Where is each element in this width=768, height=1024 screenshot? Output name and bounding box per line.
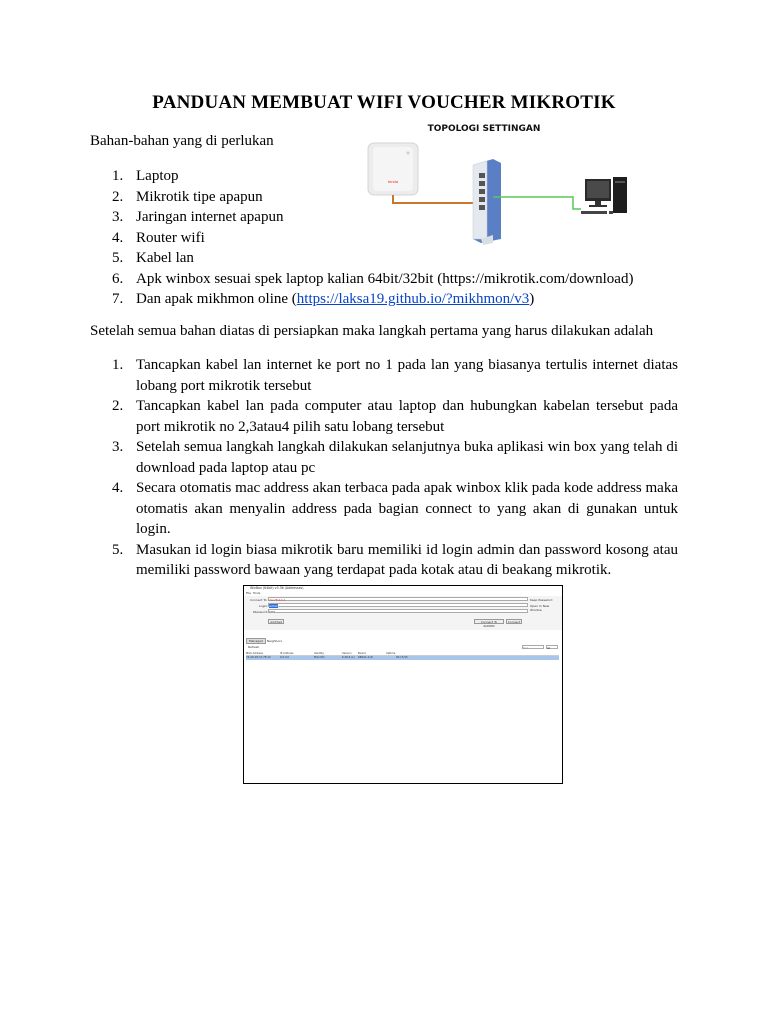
- connect-romon-button[interactable]: Connect To RoMON: [474, 619, 504, 624]
- tab-managed[interactable]: Managed: [246, 638, 266, 644]
- tab-bar: [246, 638, 282, 644]
- winbox-screenshot: [243, 585, 563, 784]
- list-item: 1. Tancapkan kabel lan internet ke port no 1 pada lan yang biasanya tertulis internet diatas lobang port mikrotik tersebut: [112, 357, 678, 394]
- list-item: 4. Router wifi: [112, 229, 205, 246]
- list-item: 5. Masukan id login biasa mikrotik baru memiliki id login admin dan password kosong atau memiliki password bawaan yang terdapat pada kotak atau di beakang mikrotik.: [112, 541, 678, 578]
- menu-bar: [246, 591, 260, 595]
- filter-select[interactable]: all: [546, 645, 558, 649]
- steps-list: [112, 355, 678, 581]
- connect-to-field[interactable]: 7A:7E:1C:1: [268, 597, 528, 601]
- list-item: 7. Dan apak mikhmon oline (https://laksa19.github.io/?mikhmon/v3): [112, 291, 535, 307]
- page-title: PANDUAN MEMBUAT WIFI VOUCHER MIKROTIK: [152, 92, 616, 113]
- mikhmon-link[interactable]: https://laksa19.github.io/?mikhmon/v3: [296, 291, 530, 307]
- menu-file[interactable]: File: [246, 591, 252, 595]
- open-new-window-checkbox[interactable]: Open In New Window: [530, 604, 550, 612]
- login-label: Login:: [259, 604, 269, 608]
- password-field[interactable]: ****: [268, 609, 528, 613]
- list-item: 2. Mikrotik tipe apapun: [112, 188, 263, 205]
- add-set-button[interactable]: Add/Set: [268, 619, 284, 624]
- list-item: 1. Laptop: [112, 168, 179, 184]
- tab-neighbors[interactable]: Neighbors: [266, 639, 283, 643]
- list-item: 3. Setelah semua langkah langkah dilakukan selanjutnya buka aplikasi win box yang telah di download pada laptop atau pc: [112, 439, 678, 476]
- table-row[interactable]: 74:4D:28:7A:7E:1C 0.0.0.0 MikroTik 6.48.6 (s) RB941-2nD 00:15:05: [246, 656, 559, 660]
- keep-password-checkbox[interactable]: Keep Password: [530, 598, 553, 602]
- password-label: Password:: [253, 610, 269, 614]
- find-input[interactable]: Find: [522, 645, 544, 649]
- connect-to-label: Connect To:: [250, 598, 268, 602]
- list-item: 6. Apk winbox sesuai spek laptop kalian 64bit/32bit (https://mikrotik.com/download): [112, 270, 634, 287]
- login-field[interactable]: admin: [268, 603, 528, 607]
- table-header: MAC Address IP Address Identity Version Board Uptime: [246, 652, 559, 656]
- refresh-button[interactable]: Refresh: [248, 645, 260, 649]
- materials-intro: Bahan-bahan yang di perlukan: [90, 133, 274, 149]
- window-title: WinBox (64bit) v3.36 (Addresses): [250, 586, 304, 590]
- login-form: [244, 596, 562, 630]
- materials-list: [112, 166, 682, 310]
- topology-title: TOPOLOGI SETTINGAN: [427, 124, 541, 134]
- list-item: 2. Tancapkan kabel lan pada computer atau laptop dan hubungkan kabelan tersebut pada port mikrotik no 2,3atau4 pilih satu lobang tersebut: [112, 398, 678, 435]
- router-brand-label: tenda: [387, 179, 399, 184]
- list-item: 3. Jaringan internet apapun: [112, 209, 284, 225]
- menu-tools[interactable]: Tools: [252, 591, 261, 595]
- steps-intro: Setelah semua bahan diatas di persiapkan maka langkah pertama yang harus dilakukan adalah: [90, 323, 654, 339]
- connect-button[interactable]: Connect: [507, 620, 521, 624]
- list-item: 5. Kabel lan: [112, 250, 194, 266]
- list-item: 4. Secara otomatis mac address akan terbaca pada apak winbox klik pada kode address maka otomatis akan menyalin address pada bagian connect to yang akan di gunakan untuk login.: [112, 480, 678, 537]
